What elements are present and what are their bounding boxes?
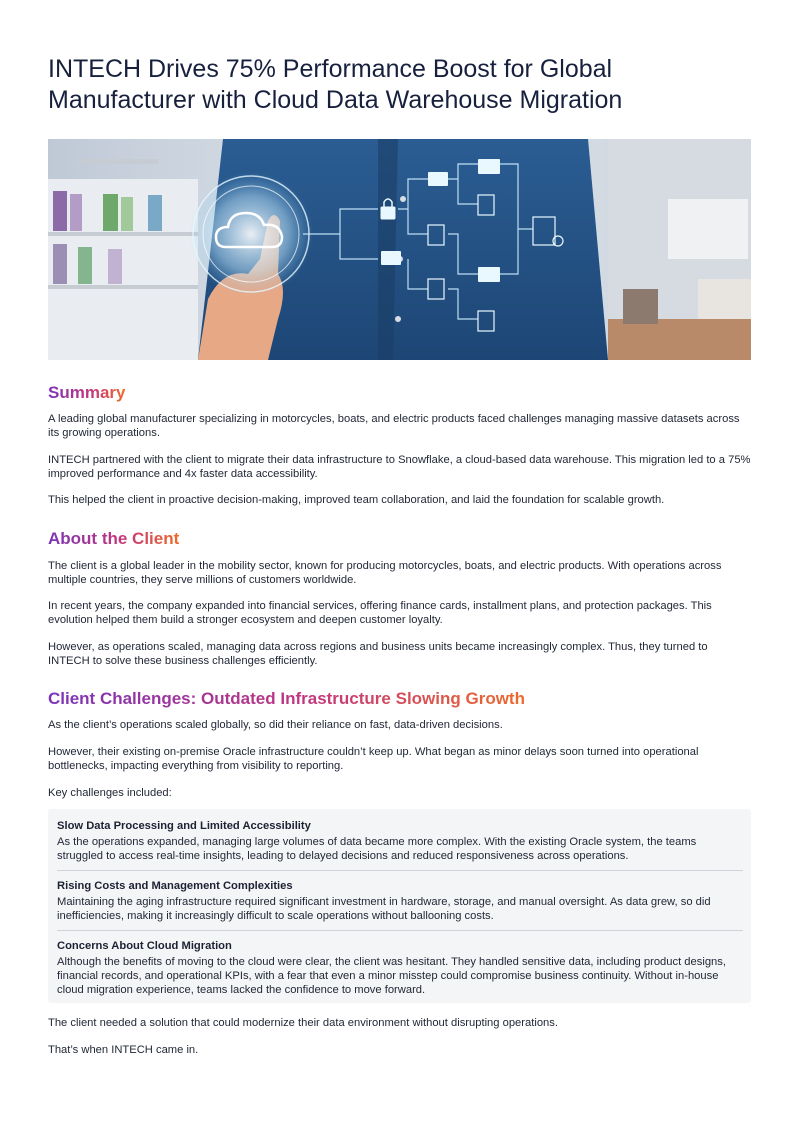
cloud-icon <box>189 172 313 296</box>
summary-paragraph: INTECH partnered with the client to migrate their data infrastructure to Snowflake, a cloud-based data warehouse. This migration led to a 75% improved performance and 4x faster data accessibility. <box>48 454 751 480</box>
about-paragraph: The client is a global leader in the mobility sector, known for producing motorcycles, boats, and electric products. With operations across multiple countries, they serve millions of customers worldwide. <box>48 560 722 586</box>
page-title: INTECH Drives 75% Performance Boost for Global Manufacturer with Cloud Data Warehouse Migration <box>48 55 623 114</box>
challenges-paragraph: Key challenges included: <box>48 787 172 799</box>
challenges-list <box>48 809 751 1003</box>
hero-image <box>48 139 751 360</box>
challenge-title: Concerns About Cloud Migration <box>57 940 232 952</box>
shelf-background <box>48 159 198 360</box>
about-paragraph: However, as operations scaled, managing data across regions and business units became increasingly complex. Thus, they turned to INTECH to solve these business challenges efficiently. <box>48 641 708 667</box>
summary-heading: Summary <box>48 383 126 402</box>
about-paragraph: In recent years, the company expanded into financial services, offering finance cards, installment plans, and protection packages. This evolution helped them build a stronger ecosystem and deepen customer loyalty. <box>48 600 712 626</box>
room-background <box>608 139 751 360</box>
divider <box>57 870 743 871</box>
challenges-paragraph: As the client’s operations scaled globally, so did their reliance on fast, data-driven decisions. <box>48 719 503 731</box>
summary-paragraph: This helped the client in proactive decision-making, improved team collaboration, and laid the foundation for scalable growth. <box>48 494 665 506</box>
challenge-item <box>57 819 743 863</box>
about-heading: About the Client <box>48 529 180 548</box>
challenges-heading: Client Challenges: Outdated Infrastructure Slowing Growth <box>48 689 525 708</box>
closing-paragraph: That’s when INTECH came in. <box>48 1044 199 1056</box>
challenge-item <box>57 879 743 923</box>
challenge-text: As the operations expanded, managing large volumes of data became more complex. With the existing Oracle system, the teams struggled to access real-time insights, leading to delayed decisions and reduced responsiveness across operations. <box>57 836 697 862</box>
closing-paragraph: The client needed a solution that could modernize their data environment without disrupting operations. <box>48 1017 558 1029</box>
challenges-paragraph: However, their existing on-premise Oracle infrastructure couldn’t keep up. What began as minor delays soon turned into operational bottlenecks, impacting everything from visibility to reporting. <box>48 746 699 772</box>
challenge-title: Rising Costs and Management Complexities <box>57 880 293 892</box>
challenge-text: Maintaining the aging infrastructure required significant investment in hardware, storage, and manual oversight. As data grew, so did inefficiencies, making it increasingly difficult to scale operations without ballooning costs. <box>57 896 711 922</box>
challenge-title: Slow Data Processing and Limited Accessibility <box>57 820 311 832</box>
challenge-text: Although the benefits of moving to the cloud were clear, the client was hesitant. They handled sensitive data, including product designs, financial records, and operational KPIs, with a fear that even a minor misstep could compromise business continuity. Without in-house cloud migration experience, teams lacked the confidence to move forward. <box>57 956 726 996</box>
divider <box>57 930 743 931</box>
challenge-item <box>57 939 743 997</box>
hero-illustration <box>48 139 751 360</box>
summary-paragraph: A leading global manufacturer specializing in motorcycles, boats, and electric products faced challenges managing massive datasets across its growing operations. <box>48 413 740 439</box>
